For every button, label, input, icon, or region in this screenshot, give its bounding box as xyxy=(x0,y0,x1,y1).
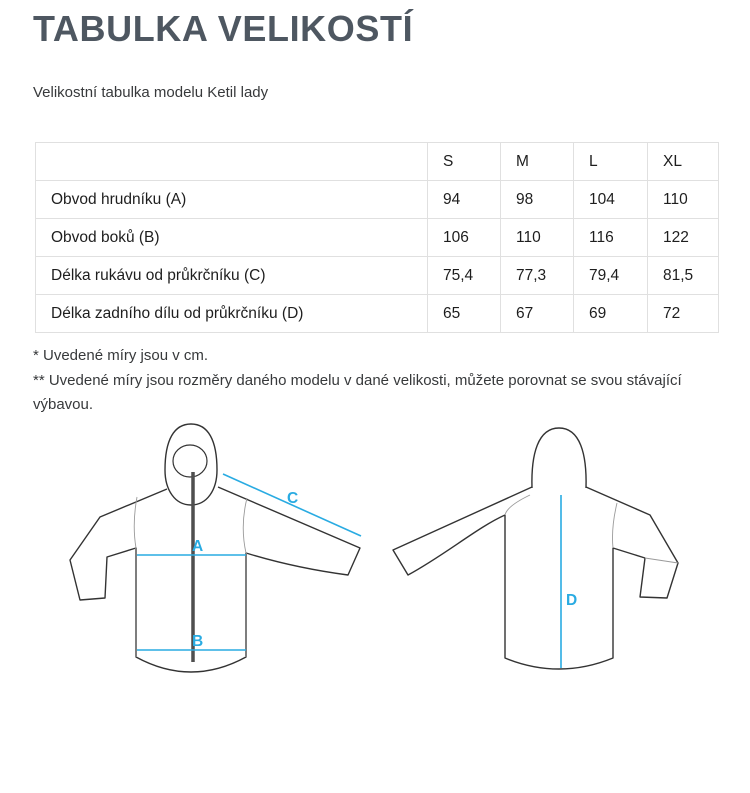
footnote-cm: * Uvedené míry jsou v cm. xyxy=(33,347,209,364)
size-table-header-row xyxy=(36,143,719,181)
size-value: 94 xyxy=(428,181,501,219)
page-title: TABULKA VELIKOSTÍ xyxy=(33,8,414,49)
size-value: 81,5 xyxy=(648,257,719,295)
row-label: Délka zadního dílu od průkrčníku (D) xyxy=(36,295,428,333)
jacket-measurement-diagram xyxy=(0,415,750,765)
jacket-front-body xyxy=(70,487,360,672)
size-value: 65 xyxy=(428,295,501,333)
footnote-model: ** Uvedené míry jsou rozměry daného modelu v dané velikosti, můžete porovnat se svou stávající výbavou. xyxy=(33,371,682,413)
size-value: 72 xyxy=(648,295,719,333)
table-row-back-length xyxy=(36,295,719,333)
size-value: 110 xyxy=(648,181,719,219)
size-col-header-xl: XL xyxy=(648,143,719,181)
table-row-hips xyxy=(36,219,719,257)
size-value: 106 xyxy=(428,219,501,257)
corner-cell xyxy=(36,143,428,181)
size-value: 77,3 xyxy=(501,257,574,295)
footnotes xyxy=(33,344,733,418)
size-value: 69 xyxy=(574,295,648,333)
size-col-header-l: L xyxy=(574,143,648,181)
size-value: 79,4 xyxy=(574,257,648,295)
measurement-label-b: B xyxy=(192,633,204,650)
size-value: 116 xyxy=(574,219,648,257)
size-value: 104 xyxy=(574,181,648,219)
measurement-label-a: A xyxy=(192,538,204,555)
row-label: Obvod boků (B) xyxy=(36,219,428,257)
jacket-back-body xyxy=(393,487,678,669)
row-label: Délka rukávu od průkrčníku (C) xyxy=(36,257,428,295)
size-table xyxy=(35,142,719,333)
page-subtitle: Velikostní tabulka modelu Ketil lady xyxy=(33,84,269,101)
size-value: 122 xyxy=(648,219,719,257)
jacket-back-diagram xyxy=(393,428,678,669)
table-row-sleeve xyxy=(36,257,719,295)
size-col-header-m: M xyxy=(501,143,574,181)
measurement-label-c: C xyxy=(287,490,299,507)
size-col-header-s: S xyxy=(428,143,501,181)
size-value: 110 xyxy=(501,219,574,257)
measurement-label-d: D xyxy=(566,592,578,609)
row-label: Obvod hrudníku (A) xyxy=(36,181,428,219)
hood-face-opening xyxy=(173,445,207,477)
size-value: 67 xyxy=(501,295,574,333)
size-value: 98 xyxy=(501,181,574,219)
jacket-front-diagram xyxy=(70,424,361,672)
size-value: 75,4 xyxy=(428,257,501,295)
hood-back xyxy=(532,428,586,488)
table-row-chest xyxy=(36,181,719,219)
